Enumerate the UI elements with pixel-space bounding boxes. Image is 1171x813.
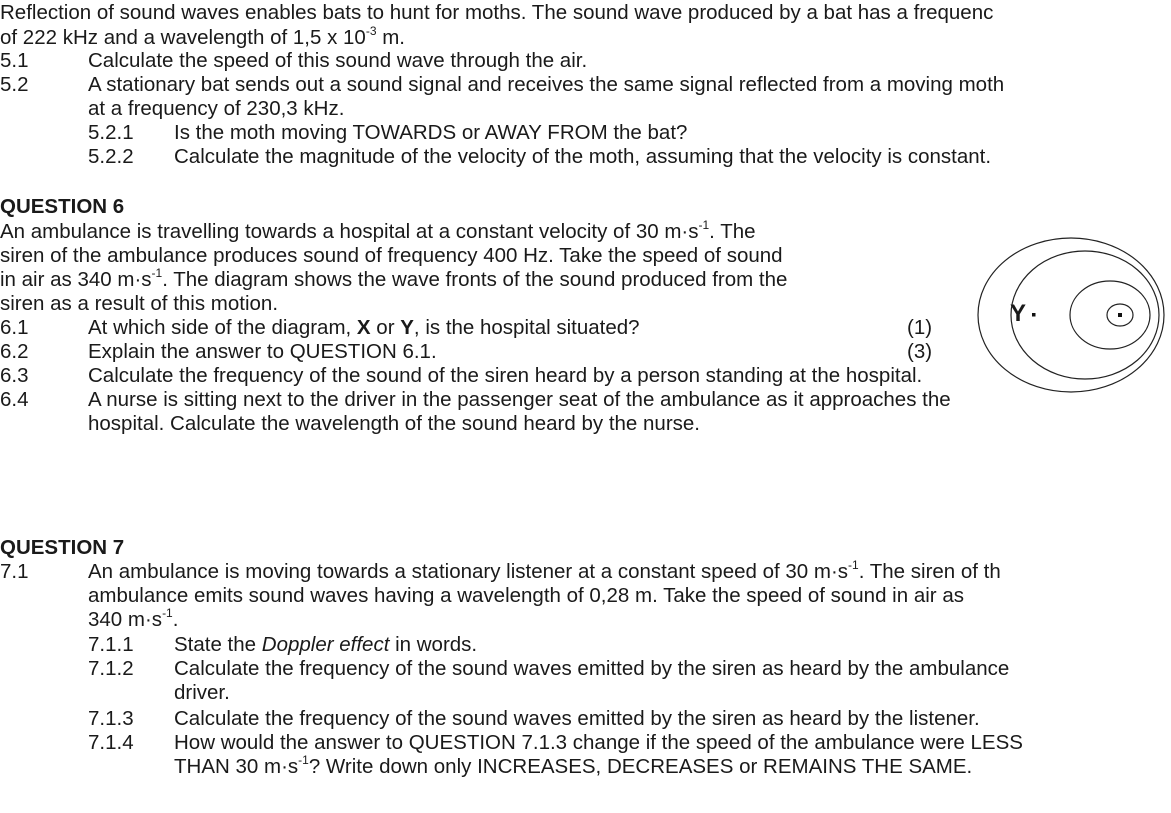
q6-1-marks: (1) — [907, 316, 933, 339]
q6-4-number: 6.4 — [0, 388, 29, 411]
y-point-dot — [1032, 313, 1036, 317]
q7-1-3-text: Calculate the frequency of the sound waves emitted by the siren as heard by the listener. — [174, 707, 980, 730]
q7-heading: QUESTION 7 — [0, 536, 125, 559]
q7-1-2-text: Calculate the frequency of the sound waves emitted by the siren as heard by the ambulance — [174, 657, 1010, 680]
q5-2-2-text: Calculate the magnitude of the velocity of the moth, assuming that the velocity is constant. — [174, 145, 992, 168]
q7-1-4-text: How would the answer to QUESTION 7.1.3 change if the speed of the ambulance were LESS — [174, 731, 1023, 754]
q5-1-text: Calculate the speed of this sound wave through the air. — [88, 49, 588, 72]
wavefront-diagram — [968, 232, 1168, 402]
q5-2-1-number: 5.2.1 — [88, 121, 134, 144]
q7-1-line1: An ambulance is moving towards a stationary listener at a constant speed of 30 $m\cdot s^{-1}$. The siren of th — [88, 558, 1001, 583]
q6-1-text: At which side of the diagram, X or Y, is the hospital situated? — [88, 316, 640, 339]
q5-2-text-cont: at a frequency of 230,3 kHz. — [88, 97, 345, 120]
q7-1-1-text: State the Doppler effect in words. — [174, 633, 478, 656]
q6-heading: QUESTION 6 — [0, 195, 125, 218]
q7-1-line2: ambulance emits sound waves having a wavelength of 0,28 m. Take the speed of sound in air as — [88, 584, 964, 607]
q6-intro-line3: in air as 340 $m\cdot s^{-1}$. The diagram shows the wave fronts of the sound produced from the — [0, 266, 788, 291]
q7-1-1-number: 7.1.1 — [88, 633, 134, 656]
q7-1-line3: 340 $m\cdot s^{-1}$. — [88, 606, 179, 631]
diagram-label-y: Y — [1010, 300, 1027, 327]
q7-1-2-number: 7.1.2 — [88, 657, 134, 680]
q6-4-text: A nurse is sitting next to the driver in the passenger seat of the ambulance as it approaches the — [88, 388, 951, 411]
q6-2-number: 6.2 — [0, 340, 29, 363]
q5-2-2-number: 5.2.2 — [88, 145, 134, 168]
q6-3-number: 6.3 — [0, 364, 29, 387]
q7-1-2-text-cont: driver. — [174, 681, 230, 704]
q6-intro-line4: siren as a result of this motion. — [0, 292, 279, 315]
q6-4-text-cont: hospital. Calculate the wavelength of the sound heard by the nurse. — [88, 412, 700, 435]
q5-2-number: 5.2 — [0, 73, 29, 96]
wavefront-outer — [978, 238, 1164, 392]
wavefront-svg — [968, 232, 1168, 397]
q6-intro-line1: An ambulance is travelling towards a hospital at a constant velocity of 30 $m\cdot s^{-1}$. The — [0, 218, 756, 243]
q5-2-1-text: Is the moth moving TOWARDS or AWAY FROM the bat? — [174, 121, 688, 144]
q6-intro-line2: siren of the ambulance produces sound of frequency 400 Hz. Take the speed of sound — [0, 244, 783, 267]
q5-intro-line1: Reflection of sound waves enables bats to hunt for moths. The sound wave produced by a bat has a frequenc — [0, 1, 994, 24]
q6-3-text: Calculate the frequency of the sound of the siren heard by a person standing at the hospital. — [88, 364, 923, 387]
source-dot — [1118, 313, 1122, 317]
wavefront-third — [1070, 281, 1150, 349]
q7-1-3-number: 7.1.3 — [88, 707, 134, 730]
q5-1-number: 5.1 — [0, 49, 29, 72]
q6-2-text: Explain the answer to QUESTION 6.1. — [88, 340, 437, 363]
q6-2-marks: (3) — [907, 340, 933, 363]
q7-1-4-number: 7.1.4 — [88, 731, 134, 754]
q6-1-number: 6.1 — [0, 316, 29, 339]
q5-2-text: A stationary bat sends out a sound signal and receives the same signal reflected from a moving moth — [88, 73, 1005, 96]
q7-1-4-text-cont: THAN 30 $m\cdot s^{-1}$? Write down only INCREASES, DECREASES or REMAINS THE SAME. — [174, 753, 973, 778]
q5-intro-line2: of 222 kHz and a wavelength of 1,5 x $10^{-3}$ m. — [0, 24, 405, 49]
q7-1-number: 7.1 — [0, 560, 29, 583]
